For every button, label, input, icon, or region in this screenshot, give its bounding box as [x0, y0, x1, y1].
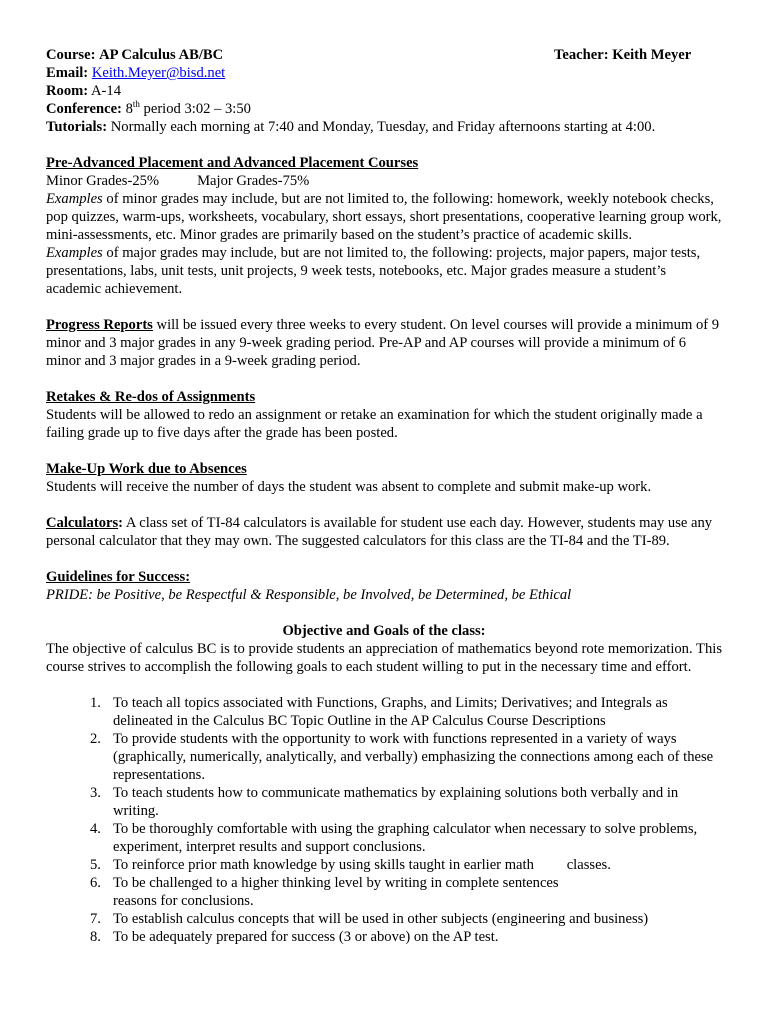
tutorials-line [46, 118, 722, 136]
item-text: To be adequately prepared for success (3 or above) on the AP test. [113, 929, 499, 945]
item-text: To teach students how to communicate mathematics by explaining solutions both verbally and in writing. [113, 785, 679, 819]
list-item [46, 928, 722, 946]
conference-num: 8 [125, 101, 133, 117]
item-number: 6. [90, 875, 101, 891]
room-label: Room: [46, 83, 89, 99]
email-line [46, 64, 722, 82]
calculators-text: A class set of TI-84 calculators is available for student use each day. However, students may use any personal calculator that they may own. The suggested calculators for this class are the TI-84 and the TI-89. [46, 515, 713, 549]
list-item [46, 910, 722, 928]
email-link[interactable]: Keith.Meyer@bisd.net [91, 65, 226, 81]
item-text: To reinforce prior math knowledge by using skills taught in earlier math classes. [113, 857, 611, 873]
calculators-paragraph [46, 514, 722, 550]
major-examples-text: of major grades may include, but are not limited to, the following: projects, major papers, major tests, presentations, labs, unit tests, unit projects, 9 week tests, notebooks, etc. Major grades measure a student’s academic achievement. [46, 245, 701, 297]
minor-examples-text: of minor grades may include, but are not limited to, the following: homework, weekly notebook checks, pop quizzes, warm-ups, worksheets, vocabulary, short essays, short presentations, cooperative learning group work, mini-assessments, etc. Minor grades are primarily based on the student’s practice of academic skills. [46, 191, 722, 243]
conference-label: Conference: [46, 101, 122, 117]
list-item [46, 856, 722, 874]
retakes-text: Students will be allowed to redo an assignment or retake an examination for which the student originally made a failing grade up to five days after the grade has been posted. [46, 407, 703, 441]
retakes-heading: Retakes & Re-dos of Assignments [46, 389, 256, 405]
teacher-value: Keith Meyer [612, 47, 692, 63]
grade-weights [46, 172, 722, 190]
item-text: To establish calculus concepts that will be used in other subjects (engineering and business) [113, 911, 649, 927]
list-item [46, 820, 722, 856]
progress-heading: Progress Reports [46, 317, 153, 333]
minor-examples [46, 190, 722, 244]
conference-line [46, 100, 722, 118]
major-weight: Major Grades-75% [197, 173, 310, 189]
list-item [46, 730, 722, 784]
minor-weight: Minor Grades-25% [46, 173, 160, 189]
course-line [46, 46, 722, 64]
item-number: 3. [90, 785, 101, 801]
major-examples-italic: Examples [46, 245, 103, 261]
conference-sup: th [132, 99, 140, 110]
list-item [46, 874, 722, 910]
makeup-heading: Make-Up Work due to Absences [46, 461, 247, 477]
item-text: To provide students with the opportunity to work with functions represented in a variety of ways (graphically, numerically, analytically, and verbally) emphasizing the connections among each of these representations. [113, 731, 714, 783]
objectives-intro: The objective of calculus BC is to provide students an appreciation of mathematics beyond rote memorization. This course strives to accomplish the following goals to each student willing to put in the necessary time and effort. [46, 641, 722, 675]
email-label: Email: [46, 65, 89, 81]
major-examples [46, 244, 722, 298]
item-text: To teach all topics associated with Functions, Graphs, and Limits; Derivatives; and Integrals as delineated in the Calculus BC Topic Outline in the AP Calculus Course Descriptions [113, 695, 668, 729]
makeup-text: Students will receive the number of days the student was absent to complete and submit make-up work. [46, 479, 652, 495]
goals-list [46, 694, 722, 946]
calculators-heading: Calculators [46, 515, 119, 531]
progress-text: will be issued every three weeks to every student. On level courses will provide a minimum of 9 minor and 3 major grades in any 9-week grading period. Pre-AP and AP courses will provide a minimum of 6 minor and 3 major grades in a 9-week grading period. [46, 317, 720, 369]
progress-paragraph [46, 316, 722, 370]
room-line [46, 82, 722, 100]
item-number: 8. [90, 929, 101, 945]
room-value: A-14 [91, 83, 121, 99]
conference-rest: period 3:02 – 3:50 [139, 101, 251, 117]
item-number: 7. [90, 911, 101, 927]
tutorials-label: Tutorials: [46, 119, 108, 135]
minor-examples-italic: Examples [46, 191, 103, 207]
list-item [46, 784, 722, 820]
item-number: 1. [90, 695, 101, 711]
item-text: To be challenged to a higher thinking level by writing in complete sentences reasons for conclusions. [113, 875, 559, 909]
teacher-line [554, 46, 691, 64]
objectives-heading: Objective and Goals of the class: [282, 623, 486, 639]
calculators-colon: : [118, 515, 124, 531]
grades-heading: Pre-Advanced Placement and Advanced Placement Courses [46, 155, 419, 171]
tutorials-value: Normally each morning at 7:40 and Monday, Tuesday, and Friday afternoons starting at 4:00. [110, 119, 656, 135]
course-label: Course: [46, 47, 96, 63]
item-number: 5. [90, 857, 101, 873]
item-text: To be thoroughly comfortable with using the graphing calculator when necessary to solve problems, experiment, interpret results and support conclusions. [113, 821, 698, 855]
item-number: 4. [90, 821, 101, 837]
item-number: 2. [90, 731, 101, 747]
course-value: AP Calculus AB/BC [99, 47, 224, 63]
guidelines-italic: PRIDE: be Positive, be Respectful & Responsible, be Involved, be Determined, be Ethical [46, 587, 572, 603]
guidelines-heading: Guidelines for Success: [46, 569, 191, 585]
list-item [46, 694, 722, 730]
guidelines-text [46, 586, 722, 604]
teacher-label: Teacher: [554, 47, 609, 63]
